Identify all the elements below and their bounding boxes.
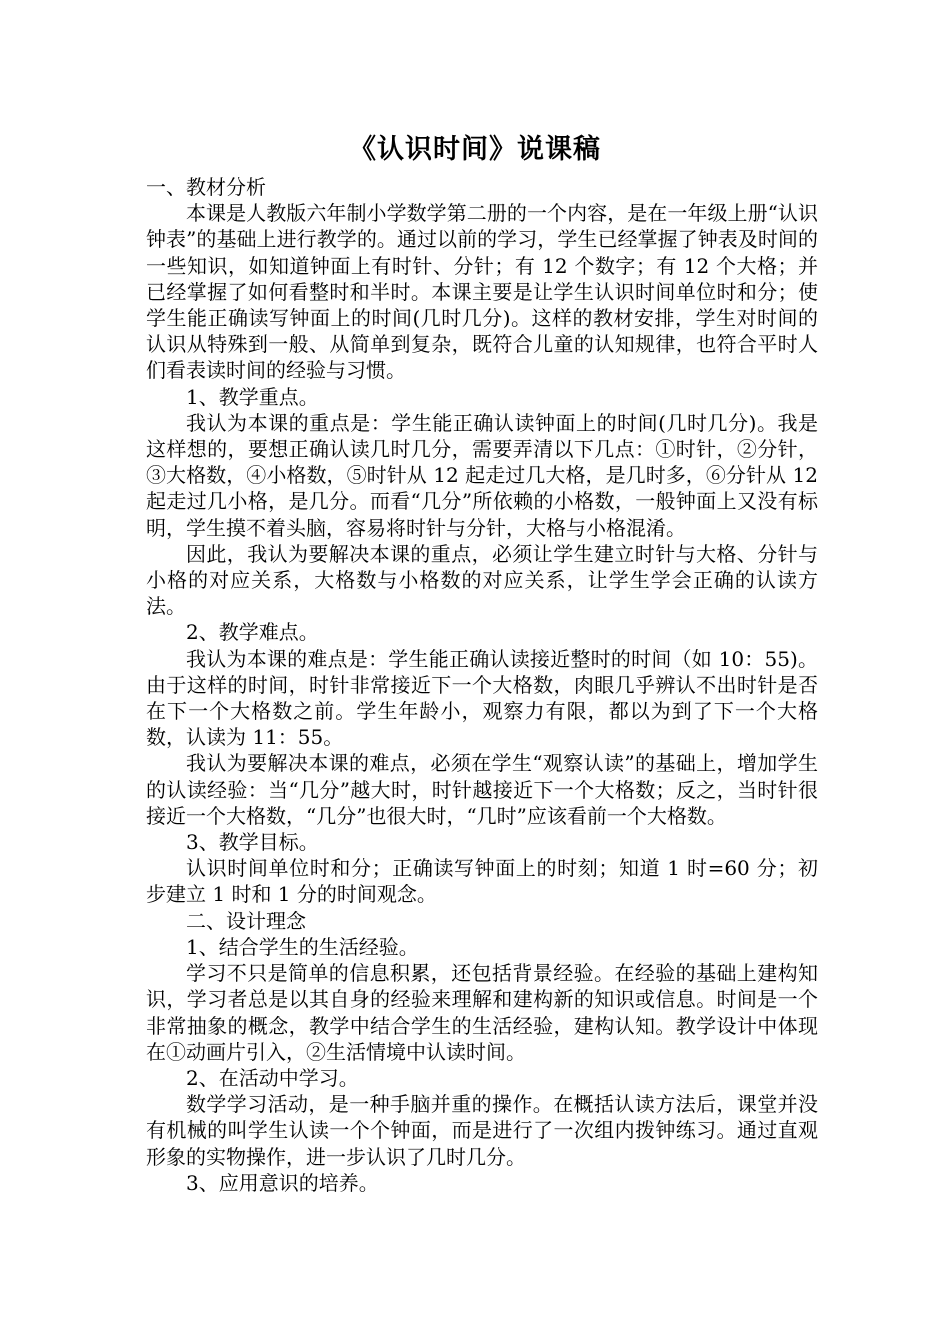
paragraph: 我认为本课的重点是：学生能正确认读钟面上的时间(几时几分)。我是这样想的，要想正确认读几时几分，需要弄清以下几点：①时针，②分针，③大格数，④小格数，⑤时针从 12 起走过几大格，是几时多，⑥分针从 12 起走过几小格，是几分。而看“几分”所依赖的小格数，一般钟面上又没有标明，学生摸不着头脑，容易将时针与分针，大格与小格混淆。	[146, 410, 818, 540]
paragraph: 学习不只是简单的信息积累，还包括背景经验。在经验的基础上建构知识，学习者总是以其自身的经验来理解和建构新的知识或信息。时间是一个非常抽象的概念，教学中结合学生的生活经验，建构认知。教学设计中体现在①动画片引入，②生活情境中认读时间。	[146, 961, 818, 1064]
document-title: 《认识时间》说课稿	[349, 134, 601, 165]
paragraph: 我认为本课的难点是：学生能正确认读接近整时的时间（如 10：55)。由于这样的时间，时针非常接近下一个大格数，肉眼几乎辨认不出时针是否在下一个大格数之前。学生年龄小，观察力有限，都以为到了下一个大格数，认读为 11：55。	[146, 646, 818, 750]
paragraph: 2、在活动中学习。	[186, 1065, 359, 1090]
paragraph: 因此，我认为要解决本课的重点，必须让学生建立时针与大格、分针与小格的对应关系，大格数与小格数的对应关系，让学生学会正确的认读方法。	[146, 541, 818, 619]
section-heading: 一、教材分析	[146, 175, 266, 199]
paragraph: 本课是人教版六年制小学数学第二册的一个内容，是在一年级上册“认识钟表”的基础上进行教学的。通过以前的学习，学生已经掌握了钟表及时间的一些知识，如知道钟面上有时针、分针；有 12 个数字；有 12 个大格；并已经掌握了如何看整时和半时。本课主要是让学生认识时间单位时和分；使学生能正确读写钟面上的时间(几时几分)。这样的教材安排，学生对时间的认识从特殊到一般、从简单到复杂，既符合儿童的认知规律，也符合平时人们看表读时间的经验与习惯。	[146, 201, 818, 383]
paragraph: 二、设计理念	[186, 908, 306, 933]
paragraph: 3、应用意识的培养。	[186, 1170, 379, 1195]
paragraph: 数学学习活动，是一种手脑并重的操作。在概括认读方法后，课堂并没有机械的叫学生认读一个个钟面，而是进行了一次组内拨钟练习。通过直观形象的实物操作，进一步认识了几时几分。	[146, 1092, 818, 1169]
paragraph: 2、教学难点。	[186, 620, 319, 645]
paragraph: 1、教学重点。	[186, 384, 319, 409]
document-body	[146, 174, 818, 1196]
paragraph: 3、教学目标。	[186, 830, 319, 855]
paragraph: 认识时间单位时和分；正确读写钟面上的时刻；知道 1 时=60 分；初步建立 1 时和 1 分的时间观念。	[146, 856, 818, 907]
paragraph: 我认为要解决本课的难点，必须在学生“观察认读”的基础上，增加学生的认读经验：当“几分”越大时，时针越接近下一个大格数；反之，当时针很接近一个大格数，“几分”也很大时，“几时”应该看前一个大格数。	[146, 751, 818, 828]
paragraph: 1、结合学生的生活经验。	[186, 934, 419, 959]
